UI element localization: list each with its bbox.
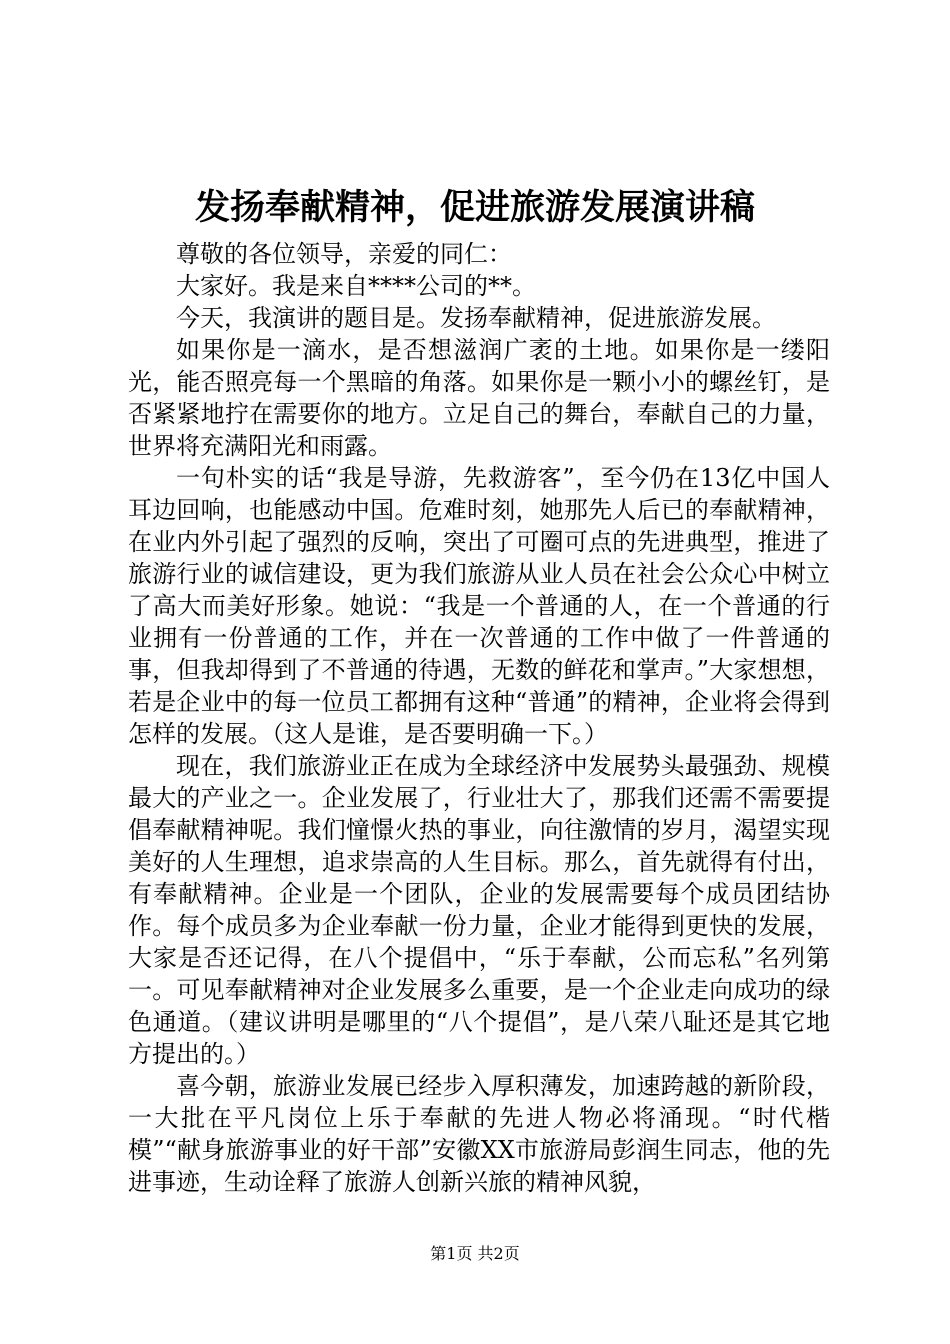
body-paragraph: 现在，我们旅游业正在成为全球经济中发展势头最强劲、规模最大的产业之一。企业发展了，行业壮大了，那我们还需不需要提倡奉献精神呢。我们憧憬火热的事业，向往激情的岁月，渴望实现美好的人生理想，追求崇高的人生目标。那么，首先就得有付出，有奉献精神。企业是一个团队，企业的发展需要每个成员团结协作。每个成员多为企业奉献一份力量，企业才能得到更快的发展，大家是否还记得，在八个提倡中，“乐于奉献，公而忘私”名列第一。可见奉献精神对企业发展多么重要，是一个企业走向成功的绿色通道。（建议讲明是哪里的“八个提倡”，是八荣八耻还是其它地方提出的。） [128,752,830,1068]
greeting-paragraph: 大家好。我是来自****公司的**。 [176,272,536,300]
document-body [128,238,830,1198]
page-number-footer: 第1页 共2页 [430,1244,520,1263]
page-title: 发扬奉献精神，促进旅游发展演讲稿 [194,187,755,228]
salutation-paragraph: 尊敬的各位领导，亲爱的同仁： [176,240,512,268]
topic-paragraph: 今天，我演讲的题目是。发扬奉献精神，促进旅游发展。 [176,304,776,332]
body-paragraph: 喜今朝，旅游业发展已经步入厚积薄发，加速跨越的新阶段，一大批在平凡岗位上乐于奉献的先进人物必将涌现。“时代楷模”“献身旅游事业的好干部”安徽XX市旅游局彭润生同志，他的先进事迹，生动诠释了旅游人创新兴旅的精神风貌， [128,1072,830,1196]
body-paragraph: 一句朴实的话“我是导游，先救游客”，至今仍在13亿中国人耳边回响，也能感动中国。危难时刻，她那先人后已的奉献精神，在业内外引起了强烈的反响，突出了可圈可点的先进典型，推进了旅游行业的诚信建设，更为我们旅游从业人员在社会公众心中树立了高大而美好形象。她说：“我是一个普通的人，在一个普通的行业拥有一份普通的工作，并在一次普通的工作中做了一件普通的事，但我却得到了不普通的待遇，无数的鲜花和掌声。”大家想想，若是企业中的每一位员工都拥有这种“普通”的精神，企业将会得到怎样的发展。（这人是谁，是否要明确一下。） [128,464,830,748]
body-paragraph: 如果你是一滴水，是否想滋润广袤的土地。如果你是一缕阳光，能否照亮每一个黑暗的角落。如果你是一颗小小的螺丝钉，是否紧紧地拧在需要你的地方。立足自己的舞台，奉献自己的力量，世界将充满阳光和雨露。 [128,336,830,460]
